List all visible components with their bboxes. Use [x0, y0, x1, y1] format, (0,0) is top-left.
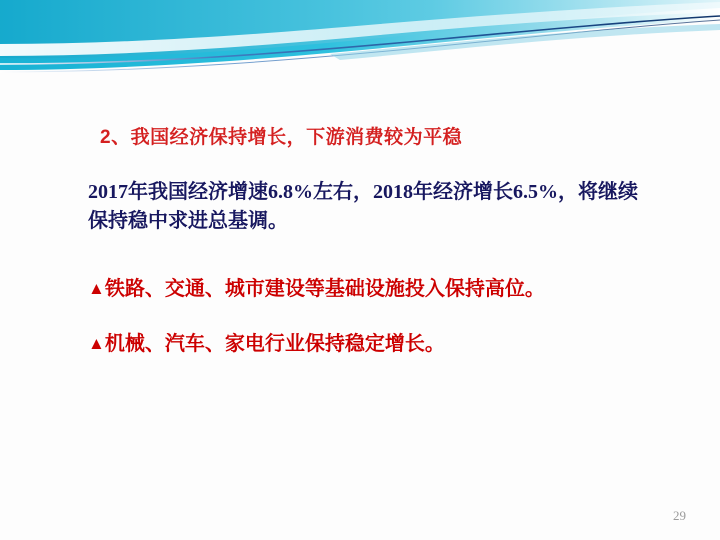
bullet-item-2: [88, 327, 445, 356]
decorative-header-banner: [0, 0, 720, 90]
slide-heading: 2、我国经济保持增长，下游消费较为平稳: [100, 127, 463, 148]
bullet-item-1: [88, 272, 545, 301]
bullet-item-2-text: 机械、汽车、家电行业保持稳定增长。: [104, 333, 445, 355]
bullet-item-1-text: 铁路、交通、城市建设等基础设施投入保持高位。: [104, 278, 545, 300]
triangle-bullet-icon: ▲: [88, 334, 105, 353]
triangle-bullet-icon: ▲: [88, 279, 105, 298]
slide-paragraph: 2017年我国经济增速6.8%左右，2018年经济增长6.5%，将继续保持稳中求进总基调。: [88, 181, 638, 232]
page-number: 29: [673, 508, 686, 523]
banner-graphic: [0, 0, 720, 90]
